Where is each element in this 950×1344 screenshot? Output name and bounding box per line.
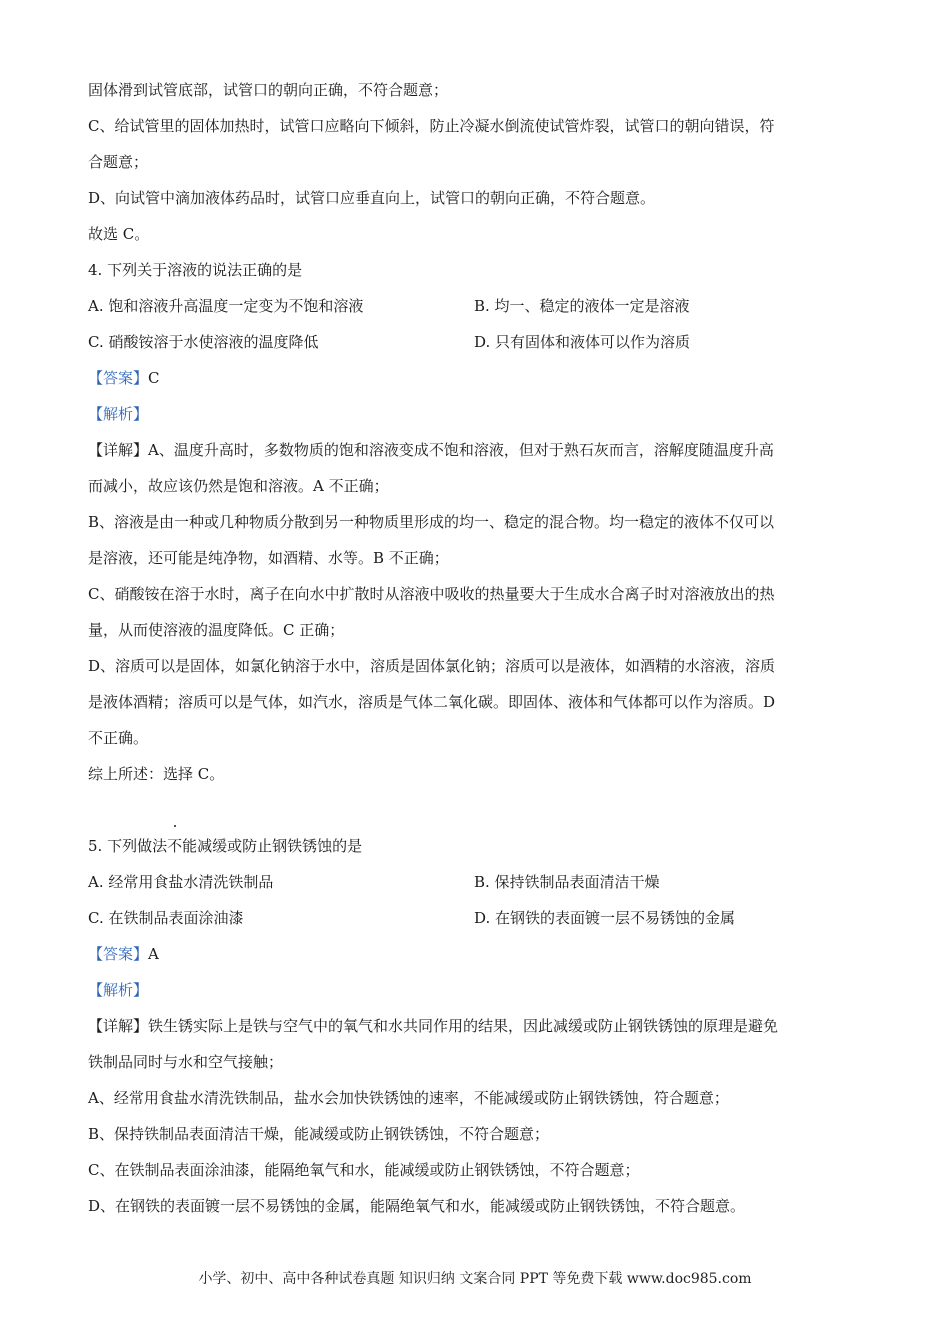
- option-d: D. 只有固体和液体可以作为溶质: [474, 333, 691, 351]
- question-5-stem: [88, 828, 860, 864]
- option-c: C. 在铁制品表面涂油漆: [88, 909, 244, 927]
- analysis-line: [88, 972, 860, 1008]
- option-c: C. 硝酸铵溶于水使溶液的温度降低: [88, 333, 319, 351]
- option-b: B. 均一、稳定的液体一定是溶液: [474, 297, 690, 315]
- answer-value: A: [148, 945, 159, 963]
- analysis-tag: 【解析】: [88, 405, 149, 423]
- question-5-options-row-1: [88, 864, 860, 900]
- detail-tag: 【详解】: [88, 1017, 149, 1035]
- option-d: D. 在钢铁的表面镀一层不易锈蚀的金属: [474, 909, 736, 927]
- detail-tag: 【详解】: [88, 441, 149, 459]
- analysis-tag: 【解析】: [88, 981, 149, 999]
- detail-text: 铁生锈实际上是铁与空气中的氧气和水共同作用的结果，因此减缓或防止钢铁锈蚀的原理是避免: [148, 1017, 779, 1035]
- stem-prefix: 5. 下列做法: [88, 837, 168, 855]
- text-line: 固体滑到试管底部，试管口的朝向正确，不符合题意；: [88, 81, 449, 99]
- answer-tag: 【答案】: [88, 369, 149, 387]
- option-a: A. 饱和溶液升高温度一定变为不饱和溶液: [88, 297, 364, 315]
- emphasis-char: 不: [167, 828, 182, 864]
- answer-value: C: [148, 369, 160, 387]
- text-line: B、溶液是由一种或几种物质分散到另一种物质里形成的均一、稳定的混合物。均一稳定的液体不仅可以: [88, 513, 775, 531]
- text-line: A、经常用食盐水清洗铁制品，盐水会加快铁锈蚀的速率，不能减缓或防止钢铁锈蚀，符合题意；: [88, 1089, 729, 1107]
- option-a: A. 经常用食盐水清洗铁制品: [88, 873, 274, 891]
- answer-tag: 【答案】: [88, 945, 149, 963]
- text-line: 而减小，故应该仍然是饱和溶液。A 不正确；: [88, 477, 389, 495]
- text-line: 合题意；: [88, 153, 149, 171]
- text-line: C、给试管里的固体加热时，试管口应略向下倾斜，防止冷凝水倒流使试管炸裂，试管口的朝向错误，符: [88, 117, 775, 135]
- detail-line: [88, 432, 860, 468]
- text-line: C、在铁制品表面涂油漆，能隔绝氧气和水，能减缓或防止钢铁锈蚀，不符合题意；: [88, 1161, 640, 1179]
- spacer: [88, 792, 860, 828]
- text-line: B、保持铁制品表面清洁干燥，能减缓或防止钢铁锈蚀，不符合题意；: [88, 1125, 550, 1143]
- answer-line: [88, 936, 860, 972]
- detail-line: [88, 1008, 860, 1044]
- text-line: 是液体酒精；溶质可以是气体，如汽水，溶质是气体二氧化碳。即固体、液体和气体都可以作为溶质。D: [88, 693, 776, 711]
- text-line: 综上所述：选择 C。: [88, 765, 225, 783]
- answer-line: [88, 360, 860, 396]
- text-line: D、溶质可以是固体，如氯化钠溶于水中，溶质是固体氯化钠；溶质可以是液体，如酒精的水溶液，溶质: [88, 657, 776, 675]
- question-5-options-row-2: [88, 900, 860, 936]
- question-4-stem: 4. 下列关于溶液的说法正确的是: [88, 261, 303, 279]
- text-line: D、向试管中滴加液体药品时，试管口应垂直向上，试管口的朝向正确，不符合题意。: [88, 189, 656, 207]
- text-line: D、在钢铁的表面镀一层不易锈蚀的金属，能隔绝氧气和水，能减缓或防止钢铁锈蚀，不符合题意。: [88, 1197, 746, 1215]
- document-page: [88, 72, 860, 1224]
- text-line: C、硝酸铵在溶于水时，离子在向水中扩散时从溶液中吸收的热量要大于生成水合离子时对溶液放出的热: [88, 585, 775, 603]
- stem-suffix: 能减缓或防止钢铁锈蚀的是: [182, 837, 363, 855]
- text-line: 不正确。: [88, 729, 149, 747]
- text-line: 铁制品同时与水和空气接触；: [88, 1053, 284, 1071]
- option-b: B. 保持铁制品表面清洁干燥: [474, 873, 660, 891]
- text-line: 故选 C。: [88, 225, 150, 243]
- page-footer: 小学、初中、高中各种试卷真题 知识归纳 文案合同 PPT 等免费下载 www.doc985.com: [198, 1271, 752, 1287]
- detail-text: A、温度升高时，多数物质的饱和溶液变成不饱和溶液，但对于熟石灰而言，溶解度随温度升高: [148, 441, 774, 459]
- text-line: 量，从而使溶液的温度降低。C 正确；: [88, 621, 345, 639]
- text-line: 是溶液，还可能是纯净物，如酒精、水等。B 不正确；: [88, 549, 449, 567]
- question-4-options-row-2: [88, 324, 860, 360]
- analysis-line: [88, 396, 860, 432]
- question-4-options-row-1: [88, 288, 860, 324]
